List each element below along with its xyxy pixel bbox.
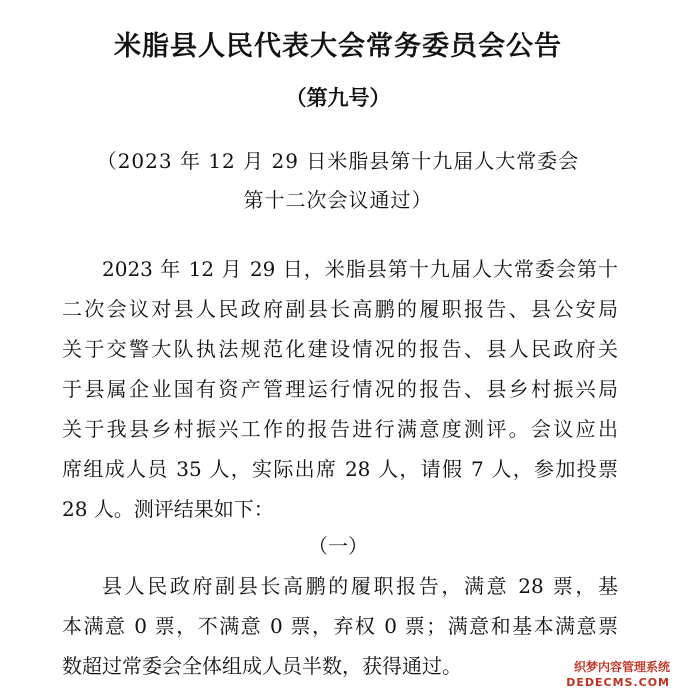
body-line: 关于我县乡村振兴工作的报告进行满意度测评。会议应出 <box>62 417 618 441</box>
watermark-url: DEDECMS.COM <box>566 676 670 689</box>
watermark-logo <box>552 658 670 694</box>
section-line: 本满意 0 票，不满意 0 票，弃权 0 票；满意和基本满意票 <box>62 614 618 638</box>
body-line: 于县属企业国有资产管理运行情况的报告、县乡村振兴局 <box>62 377 618 401</box>
watermark-text: 织梦内容管理系统 <box>573 660 670 674</box>
announcement-number: （第九号） <box>285 86 391 110</box>
body-line: 二次会议对县人民政府副县长高鹏的履职报告、县公安局 <box>62 297 618 321</box>
announcement-title: 米脂县人民代表大会常务委员会公告 <box>114 31 562 62</box>
section-line: 数超过常委会全体组成人员半数，获得通过。 <box>62 654 462 678</box>
section-heading: （一） <box>308 534 368 558</box>
body-line: 28 人。测评结果如下： <box>62 497 274 521</box>
body-line: 关于交警大队执法规范化建设情况的报告、县人民政府关 <box>62 337 618 361</box>
meeting-info-line-1: （2023 年 12 月 29 日米脂县第十九届人大常委会 <box>96 149 580 173</box>
body-line: 席组成人员 35 人，实际出席 28 人，请假 7 人，参加投票 <box>62 457 618 481</box>
body-line: 2023 年 12 月 29 日，米脂县第十九届人大常委会第十 <box>102 257 618 281</box>
section-line: 县人民政府副县长高鹏的履职报告，满意 28 票，基 <box>102 574 618 598</box>
meeting-info-line-2: 第十二次会议通过） <box>243 188 433 212</box>
